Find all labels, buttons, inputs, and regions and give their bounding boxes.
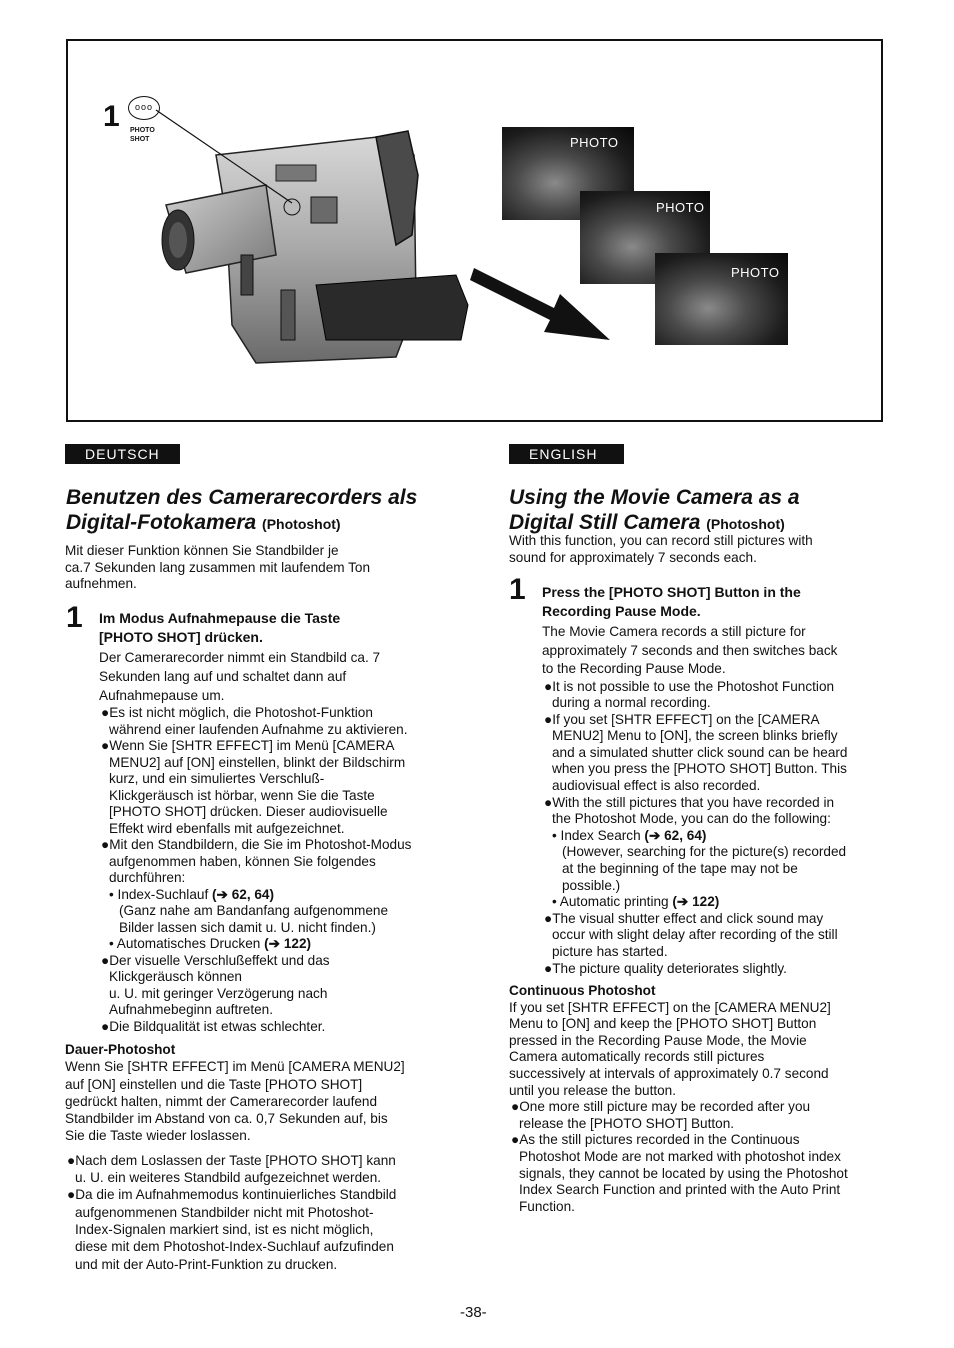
de-bullet-line: Klickgeräusch ist hörbar, wenn Sie die Taste (109, 787, 375, 803)
de-page-ref: (➔ 62, 64) (212, 886, 275, 902)
photo-shot-button-label: PHOTO SHOT (130, 127, 155, 143)
en-continuous-section (509, 983, 909, 1215)
de-title-suffix: (Photoshot) (262, 516, 341, 532)
en-bullet-line: during a normal recording. (552, 695, 711, 711)
en-title-line1: Using the Movie Camera as a (509, 486, 800, 509)
de-bullet-line: aufgenommen haben, können Sie folgendes (109, 853, 376, 869)
en-bullet-line: ●One more still picture may be recorded after you (511, 1099, 811, 1115)
en-intro (509, 533, 909, 566)
en-bullet-1 (542, 679, 902, 712)
de-bullet-line: und mit der Auto-Print-Funktion zu drucken. (75, 1256, 338, 1272)
en-step-content (542, 623, 902, 977)
photo-frame-3 (655, 253, 788, 345)
de-bullet-line: ●Da die im Aufnahmemodus kontinuierliches Standbild (67, 1187, 397, 1203)
en-step-title (542, 583, 912, 621)
de-sub-note-line: Bilder lassen sich damit u. U. nicht finden.) (119, 919, 376, 935)
en-bullet-line: audiovisual effect is also recorded. (552, 778, 761, 794)
de-bullet-line: Effekt wird ebenfalls mit aufgezeichnet. (109, 820, 345, 836)
de-step-title-line: Im Modus Aufnahmepause die Taste (99, 610, 341, 626)
en-continuous-bullet-1 (509, 1099, 909, 1132)
en-continuous-line: Menu to [ON] and keep the [PHOTO SHOT] Button (509, 1016, 817, 1032)
de-step-content (99, 648, 459, 1035)
en-bullet-line: Photoshot Mode are not marked with photoshot index (519, 1148, 841, 1164)
de-bullet-line: Index-Signalen markiert sind, ist es nicht möglich, (75, 1221, 374, 1237)
de-step-title-line: [PHOTO SHOT] drücken. (99, 629, 263, 645)
photo-label-3: PHOTO (731, 265, 780, 280)
en-bullet-line: Index Search Function and printed with the Auto Print (519, 1182, 841, 1198)
en-title (509, 485, 909, 537)
en-sub-item-1 (542, 828, 902, 845)
en-bullet-line: ●If you set [SHTR EFFECT] on the [CAMERA (544, 711, 820, 727)
de-sub-note-line: (Ganz nahe am Bandanfang aufgenommene (119, 903, 389, 918)
en-bullet-2 (542, 712, 902, 795)
en-continuous-bullet-2 (509, 1132, 909, 1215)
de-bullet-line: kurz, und ein simuliertes Verschluß- (109, 771, 325, 786)
en-sub-item-text: • Index Search (552, 827, 645, 843)
de-continuous-line: Standbilder im Abstand von ca. 0,7 Sekunden auf, bis (65, 1111, 388, 1127)
en-sub-note-line: (However, searching for the picture(s) recorded (562, 844, 847, 860)
en-bullet-line: release the [PHOTO SHOT] Button. (519, 1115, 735, 1131)
de-sub-item-text: • Automatisches Drucken (109, 936, 265, 951)
de-intro-line: ca.7 Sekunden lang zusammen mit laufendem Ton (65, 559, 371, 575)
photo-label-2: PHOTO (656, 200, 705, 215)
de-bullet-1 (99, 705, 459, 738)
figure-step-number: 1 (103, 100, 120, 133)
en-step-body-line: The Movie Camera records a still picture for (542, 624, 806, 639)
photo-shot-button-icon: ooo (128, 96, 160, 120)
en-continuous-line: pressed in the Recording Pause Mode, the Movie (509, 1032, 807, 1048)
en-bullet-5: ●The picture quality deteriorates slightly. (544, 960, 787, 976)
de-continuous-bullet-2 (65, 1186, 465, 1272)
en-step-number: 1 (509, 573, 526, 606)
en-bullet-line: MENU2] Menu to [ON], the screen blinks briefly (552, 728, 838, 744)
de-continuous-line: gedrückt halten, nimmt der Camerarecorder laufend (65, 1093, 378, 1109)
en-bullet-line: Function. (519, 1198, 575, 1214)
en-bullet-line: ●It is not possible to use the Photoshot Function (544, 678, 835, 694)
de-bullet-3 (99, 837, 459, 887)
de-sub-item-1 (99, 887, 459, 904)
en-bullet-4 (542, 911, 902, 961)
de-continuous-line: auf [ON] einstellen und die Taste [PHOTO SHOT] (65, 1076, 363, 1092)
en-continuous-line: Camera automatically records still pictures (509, 1049, 765, 1065)
en-title-suffix: (Photoshot) (706, 516, 785, 532)
de-intro (65, 543, 465, 593)
arrow-icon (404, 222, 614, 342)
en-step-body-line: approximately 7 seconds and then switches back (542, 642, 838, 658)
photo-label-1: PHOTO (570, 135, 619, 150)
de-bullet-2 (99, 738, 459, 837)
de-bullet-line: MENU2] auf [ON] einstellen, blinkt der Bildschirm (109, 754, 406, 770)
de-bullet-4 (99, 953, 459, 1019)
de-bullet-line: ●Der visuelle Verschlußeffekt und das (101, 952, 330, 968)
en-bullet-line: the Photoshot Mode, you can do the following: (552, 811, 831, 827)
de-step-body-line: Der Camerarecorder nimmt ein Standbild ca. 7 (99, 650, 381, 665)
en-bullet-line: occur with slight delay after recording of the still (552, 927, 838, 943)
de-bullet-5: ●Die Bildqualität ist etwas schlechter. (101, 1018, 326, 1034)
en-bullet-line: when you press the [PHOTO SHOT] Button. This (552, 761, 847, 777)
en-sub-note-line: possible.) (562, 877, 621, 893)
de-step-body-line: Aufnahmepause um. (99, 688, 225, 703)
de-bullet-line: aufgenommenen Standbilder nicht mit Photoshot- (75, 1204, 374, 1220)
de-title-line2: Digital-Fotokamera (66, 511, 257, 534)
de-title (66, 485, 476, 537)
en-step-body-line: to the Recording Pause Mode. (542, 661, 726, 676)
en-bullet-line: ●With the still pictures that you have recorded in (544, 794, 835, 810)
de-title-line1: Benutzen des Camerarecorders als (66, 486, 418, 509)
en-sub-item-2 (542, 894, 902, 911)
en-continuous-heading: Continuous Photoshot (509, 983, 656, 998)
en-bullet-line: signals, they cannot be located by using the Photoshot (519, 1165, 848, 1181)
en-title-line2: Digital Still Camera (509, 511, 701, 534)
en-intro-line: With this function, you can record still pictures with (509, 533, 813, 548)
language-tag-deutsch: DEUTSCH (65, 444, 180, 464)
de-step-body-line: Sekunden lang auf und schaltet dann auf (99, 669, 347, 684)
de-bullet-line: Klickgeräusch können (109, 969, 242, 984)
en-step-title-line: Recording Pause Mode. (542, 603, 701, 619)
en-intro-line: sound for approximately 7 seconds each. (509, 549, 757, 565)
de-bullet-line: ●Es ist nicht möglich, die Photoshot-Funktion (101, 705, 373, 720)
de-bullet-line: ●Mit den Standbildern, die Sie im Photoshot-Modus (101, 837, 412, 852)
de-continuous-section (65, 1041, 465, 1273)
de-bullet-line: diese mit dem Photoshot-Index-Suchlauf aufzufinden (75, 1239, 394, 1255)
de-bullet-line: [PHOTO SHOT] drücken. Dieser audiovisuelle (109, 804, 388, 819)
en-sub-note-line: at the beginning of the tape may not be (562, 861, 798, 877)
de-bullet-line: Aufnahmebeginn auftreten. (109, 1002, 274, 1017)
de-continuous-heading: Dauer-Photoshot (65, 1042, 176, 1057)
en-bullet-3 (542, 795, 902, 828)
de-page-ref: (➔ 122) (264, 936, 312, 951)
de-continuous-bullet-1 (65, 1152, 465, 1187)
en-continuous-line: until you release the button. (509, 1082, 677, 1098)
de-intro-line: Mit dieser Funktion können Sie Standbilder je (65, 543, 339, 558)
en-bullet-line: ●The visual shutter effect and click sound may (544, 910, 824, 926)
de-bullet-line: u. U. ein weiteres Standbild aufgezeichnet werden. (75, 1170, 382, 1186)
en-bullet-line: ●As the still pictures recorded in the Continuous (511, 1132, 800, 1148)
en-continuous-line: If you set [SHTR EFFECT] on the [CAMERA MENU2] (509, 999, 831, 1015)
de-step-title (99, 609, 469, 647)
de-bullet-line: u. U. mit geringer Verzögerung nach (109, 985, 328, 1001)
de-bullet-line: während einer laufenden Aufnahme zu aktivieren. (109, 721, 408, 737)
de-bullet-line: ●Wenn Sie [SHTR EFFECT] im Menü [CAMERA (101, 738, 395, 753)
de-continuous-line: Sie die Taste wieder loslassen. (65, 1128, 251, 1144)
en-bullet-line: picture has started. (552, 944, 668, 959)
en-step-title-line: Press the [PHOTO SHOT] Button in the (542, 584, 801, 600)
de-intro-line: aufnehmen. (65, 576, 137, 592)
de-continuous-line: Wenn Sie [SHTR EFFECT] im Menü [CAMERA MENU2] (65, 1059, 405, 1075)
en-continuous-line: successively at intervals of approximately 0.7 second (509, 1065, 829, 1081)
de-bullet-line: durchführen: (109, 870, 186, 885)
en-sub-item-text: • Automatic printing (552, 894, 673, 910)
de-sub-item-2 (99, 936, 459, 953)
en-bullet-line: and a simulated shutter click sound can be heard (552, 744, 848, 760)
language-tag-english: ENGLISH (509, 444, 624, 464)
en-page-ref: (➔ 122) (672, 894, 720, 910)
en-page-ref: (➔ 62, 64) (644, 827, 707, 843)
page-number: -38- (460, 1304, 487, 1321)
de-bullet-line: ●Nach dem Loslassen der Taste [PHOTO SHOT] kann (67, 1152, 396, 1168)
de-sub-item-text: • Index-Suchlauf (109, 886, 212, 902)
de-step-number: 1 (66, 601, 83, 634)
